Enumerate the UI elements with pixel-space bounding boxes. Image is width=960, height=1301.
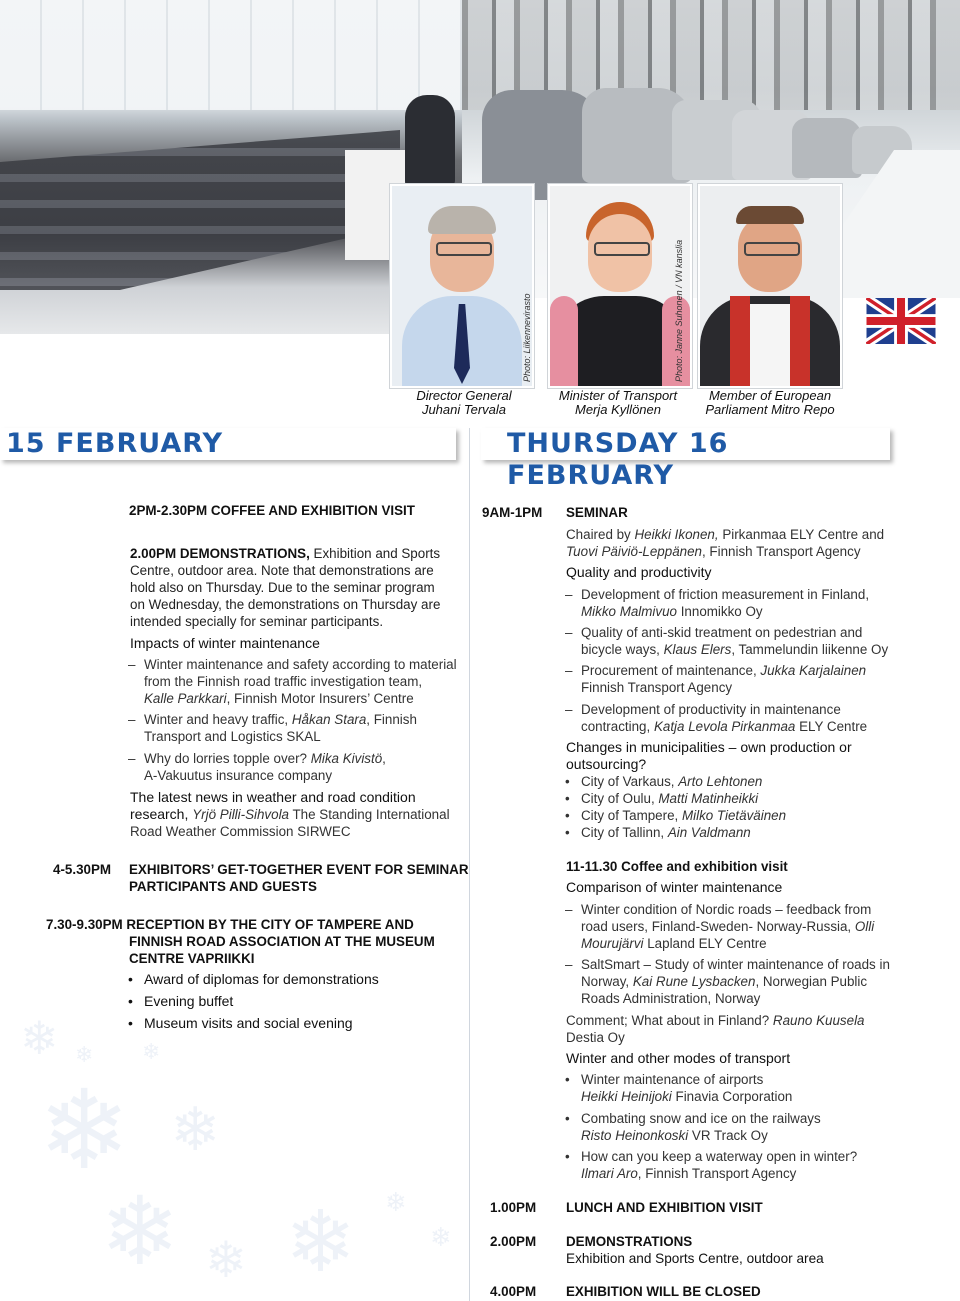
speaker-org: Finavia Corporation (671, 1089, 793, 1104)
portrait-merja-kyllonen (548, 184, 692, 388)
bullet-marker: • (565, 1111, 570, 1126)
item-text: , (382, 751, 386, 766)
dash-marker: – (128, 712, 136, 727)
demonstrations-line: hold also on Thursday. Due to the seminar program (130, 580, 435, 595)
demonstrations-line: on Wednesday, the demonstrations on Thursday are (130, 597, 441, 612)
item-text: Winter and heavy traffic, (144, 712, 292, 727)
item-text: road users, Finland-Sweden- Norway-Russia, (581, 919, 855, 934)
speaker-name: Kalle Parkkari (144, 691, 227, 706)
get-together-title-2: PARTICIPANTS AND GUESTS (129, 879, 317, 894)
bullet-text: Museum visits and social evening (144, 1015, 353, 1031)
dash-marker: – (128, 657, 136, 672)
reception-heading-3: CENTRE VAPRIIKKI (129, 951, 255, 966)
item-line: from the Finnish road traffic investigation team, (144, 674, 423, 689)
dash-marker: – (565, 663, 573, 678)
photo-credit-1: Photo: Liikennevirasto (522, 293, 532, 382)
item-line: Quality of anti-skid treatment on pedestrian and (581, 625, 863, 640)
speaker-name: Arto Lehtonen (678, 774, 763, 789)
speaker-name: Mourujärvi (581, 936, 644, 951)
speaker-name: Rauno Kuusela (772, 1013, 865, 1028)
chair-line (566, 526, 884, 543)
seminar-time: 9AM-1PM (482, 505, 543, 520)
lunch-title: LUNCH AND EXHIBITION VISIT (566, 1200, 763, 1215)
item-line (581, 935, 874, 952)
demonstrations-line: intended specially for seminar participants. (130, 614, 384, 629)
impacts-heading: Impacts of winter maintenance (130, 635, 320, 651)
item-line (581, 641, 888, 658)
comparison-item (565, 901, 875, 952)
speaker-name: Klaus Elers (663, 642, 732, 657)
snowflake-icon: ❄ (205, 1231, 247, 1289)
speaker-name: Jukka Karjalainen (760, 663, 867, 678)
city-item (565, 790, 759, 807)
item-text: Norway, (581, 974, 633, 989)
item-line (581, 918, 874, 935)
caption-role: Minister of Transport (558, 388, 678, 403)
item-line (144, 750, 386, 767)
demos-time: 2.00PM (490, 1234, 537, 1249)
news-line (130, 806, 450, 823)
item-text: Procurement of maintenance, (581, 663, 761, 678)
item-line: Combating snow and ice on the railways (581, 1111, 821, 1126)
bullet-text: Award of diplomas for demonstrations (144, 971, 379, 987)
item-line (581, 1127, 821, 1144)
speaker-org: , Finnish Transport Agency (637, 1166, 797, 1181)
item-line: Transport and Logistics SKAL (144, 729, 321, 744)
comment-text: Comment; What about in Finland? (566, 1013, 773, 1028)
caption-name: Juhani Tervala (421, 402, 507, 417)
modes-item (565, 1110, 821, 1144)
modes-heading: Winter and other modes of transport (566, 1050, 791, 1066)
speaker-org: VR Track Oy (688, 1128, 768, 1143)
modes-item (565, 1148, 858, 1182)
reception-heading-2: FINNISH ROAD ASSOCIATION AT THE MUSEUM (129, 934, 435, 949)
dash-marker: – (565, 902, 573, 917)
speaker-name: Yrjö Pilli-Sihvola (192, 807, 289, 822)
item-line (144, 711, 417, 728)
demos-title: DEMONSTRATIONS (566, 1234, 693, 1249)
dash-marker: – (565, 702, 573, 717)
latest-news-item (130, 789, 450, 840)
comment-item (566, 1012, 865, 1046)
speaker-name: Heikki Heinijoki (581, 1089, 672, 1104)
city-item (565, 824, 751, 841)
bullet-marker: • (565, 1149, 570, 1164)
bullet-marker: • (565, 825, 570, 840)
news-line: The latest news in weather and road condition (130, 789, 416, 805)
caption-role: Director General (416, 388, 512, 403)
comparison-item (565, 956, 890, 1007)
portrait-juhani-tervala (390, 184, 534, 388)
caption-minister (548, 389, 688, 417)
item-line: Finnish Transport Agency (581, 680, 733, 695)
item-line (581, 1165, 857, 1182)
reception-bullet (128, 1015, 353, 1032)
item-line: Winter maintenance and safety according to material (144, 657, 457, 672)
impacts-item (128, 750, 386, 784)
impacts-item (128, 656, 457, 707)
speaker-org: Innomikko Oy (676, 604, 763, 619)
demonstrations-line-1 (130, 545, 440, 562)
comparison-heading: Comparison of winter maintenance (566, 879, 783, 895)
item-text: Why do lorries topple over? (144, 751, 311, 766)
city-item (565, 807, 787, 824)
speaker-org: , Norwegian Public (755, 974, 868, 989)
caption-role: Member of European (708, 388, 832, 403)
snowflake-icon: ❄ (100, 1177, 180, 1287)
item-line (581, 718, 867, 735)
municipalities-heading-2: outsourcing? (566, 756, 647, 772)
closing-title: EXHIBITION WILL BE CLOSED (566, 1284, 761, 1299)
dash-marker: – (565, 587, 573, 602)
speaker-name: Tuovi Päiviö-Leppänen (566, 544, 702, 559)
speaker-name: Mikko Malmivuo (581, 604, 677, 619)
snowflake-icon: ❄ (20, 1011, 59, 1065)
quality-item (565, 701, 868, 735)
coffee-break-heading: 11-11.30 Coffee and exhibition visit (566, 859, 788, 874)
speaker-name: Katja Levola Pirkanmaa (653, 719, 796, 734)
item-line: SaltSmart – Study of winter maintenance of roads in (581, 957, 890, 972)
speaker-org: Lapland ELY Centre (643, 936, 767, 951)
seminar-chairs (566, 526, 884, 560)
item-line (144, 690, 457, 707)
speaker-name: Matti Matinheikki (658, 791, 759, 806)
column-divider (469, 428, 470, 1301)
date-banner-right: THURSDAY 16 FEBRUARY (481, 428, 890, 460)
bullet-marker: • (128, 971, 133, 987)
reception-bullet (128, 993, 234, 1010)
quality-item (565, 586, 870, 620)
snowflake-icon: ❄ (170, 1095, 221, 1165)
reception-heading: 7.30-9.30PM RECEPTION BY THE CITY OF TAMPERE AND (46, 917, 414, 932)
news-text: research, (130, 806, 193, 822)
item-line (581, 603, 869, 620)
chair-line (566, 543, 884, 560)
demonstrations-text: Exhibition and Sports (309, 546, 441, 561)
item-text: , Finnish (366, 712, 417, 727)
dash-marker: – (565, 957, 573, 972)
speaker-org: , Tammelundin liikenne Oy (731, 642, 889, 657)
get-together-title: EXHIBITORS’ GET-TOGETHER EVENT FOR SEMINAR (129, 862, 469, 877)
item-line: How can you keep a waterway open in winter? (581, 1149, 858, 1164)
speaker-name: Kai Rune Lysbacken (632, 974, 756, 989)
dash-marker: – (565, 625, 573, 640)
photo-credit-2: Photo: Janne Suhonen / VN kanslia (674, 239, 684, 382)
snowflake-icon: ❄ (38, 1066, 131, 1194)
city-name: City of Tampere, (581, 808, 682, 823)
item-line (581, 662, 866, 679)
speaker-name: Risto Heinonkoski (581, 1128, 689, 1143)
reception-bullet (128, 971, 379, 988)
closing-time: 4.00PM (490, 1284, 537, 1299)
dash-marker: – (128, 751, 136, 766)
speaker-org: ELY Centre (795, 719, 868, 734)
demonstrations-line: Centre, outdoor area. Note that demonstrations are (130, 563, 434, 578)
bullet-marker: • (565, 1072, 570, 1087)
speaker-name: Håkan Stara (291, 712, 367, 727)
comment-line (566, 1012, 865, 1029)
news-line: Road Weather Commission SIRWEC (130, 824, 351, 839)
item-text: bicycle ways, (581, 642, 664, 657)
item-line (581, 1088, 792, 1105)
bullet-marker: • (128, 1015, 133, 1031)
impacts-item (128, 711, 417, 745)
city-name: City of Tallinn, (581, 825, 668, 840)
item-line: A-Vakuutus insurance company (144, 768, 333, 783)
item-line (581, 973, 890, 990)
item-line: Development of productivity in maintenance (581, 702, 841, 717)
modes-item (565, 1071, 793, 1105)
item-line: Winter condition of Nordic roads – feedback from (581, 902, 872, 917)
left-coffee-heading: 2PM-2.30PM COFFEE AND EXHIBITION VISIT (129, 503, 415, 518)
quality-item (565, 624, 889, 658)
bullet-marker: • (565, 791, 570, 806)
uk-flag-icon (866, 298, 936, 344)
quality-item (565, 662, 867, 696)
snowflake-icon: ❄ (385, 1188, 407, 1218)
city-item (565, 773, 763, 790)
date-banner-left: 15 FEBRUARY (0, 428, 456, 460)
news-text: The Standing International (289, 807, 450, 822)
speaker-name: Heikki Ikonen, (634, 527, 719, 542)
chair-text: Pirkanmaa ELY Centre and (718, 527, 885, 542)
speaker-org: , Finnish Motor Insurers’ Centre (226, 691, 414, 706)
speaker-name: Ilmari Aro (581, 1166, 638, 1181)
chair-text: , Finnish Transport Agency (701, 544, 861, 559)
seminar-title: SEMINAR (566, 505, 628, 520)
item-line: Development of friction measurement in Finland, (581, 587, 870, 602)
comment-line: Destia Oy (566, 1030, 625, 1045)
demos-location: Exhibition and Sports Centre, outdoor area (566, 1251, 824, 1266)
bullet-text: Evening buffet (144, 993, 234, 1009)
item-text: contracting, (581, 719, 654, 734)
caption-name: Merja Kyllönen (575, 402, 661, 417)
bullet-marker: • (565, 774, 570, 789)
caption-director-general (394, 389, 534, 417)
city-name: City of Varkaus, (581, 774, 679, 789)
snowflake-icon: ❄ (285, 1193, 357, 1292)
lunch-time: 1.00PM (490, 1200, 537, 1215)
bullet-marker: • (128, 993, 133, 1009)
demonstrations-lead: 2.00PM DEMONSTRATIONS, (130, 546, 310, 561)
city-name: City of Oulu, (581, 791, 659, 806)
municipalities-heading: Changes in municipalities – own production or (566, 739, 852, 755)
quality-heading: Quality and productivity (566, 564, 712, 580)
speaker-name: Mika Kivistö (310, 751, 383, 766)
snowflake-icon: ❄ (142, 1040, 161, 1065)
speaker-name: Olli (854, 919, 875, 934)
snowflake-icon: ❄ (75, 1043, 94, 1068)
snowflake-icon: ❄ (430, 1223, 452, 1253)
portrait-mitro-repo (698, 184, 842, 388)
bullet-marker: • (565, 808, 570, 823)
item-line: Winter maintenance of airports (581, 1072, 764, 1087)
speaker-name: Ain Valdmann (667, 825, 751, 840)
speaker-name: Milko Tietäväinen (681, 808, 787, 823)
get-together-time: 4-5.30PM (53, 862, 112, 877)
caption-name: Parliament Mitro Repo (705, 402, 835, 417)
chair-text: Chaired by (566, 527, 635, 542)
item-line: Roads Administration, Norway (581, 991, 761, 1006)
caption-mep (695, 389, 845, 417)
